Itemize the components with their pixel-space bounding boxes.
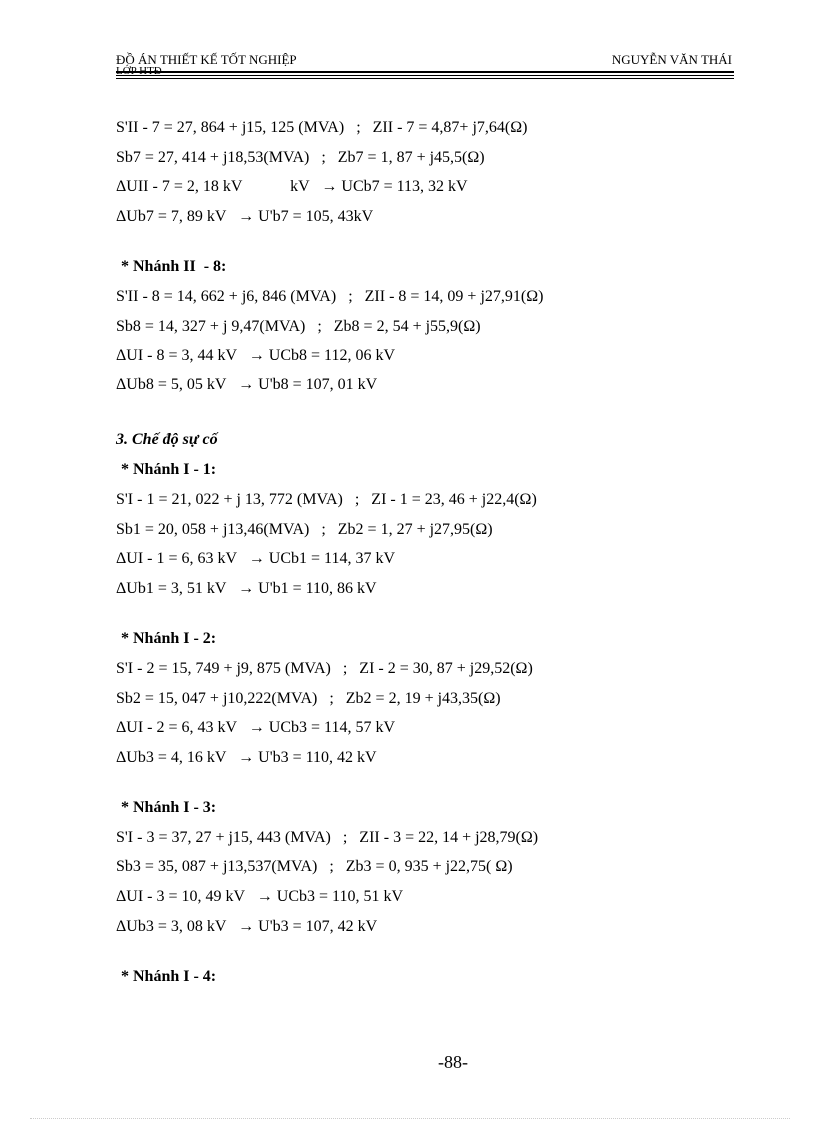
equation-line: ΔUI - 1 = 6, 63 kV → UCb1 = 114, 37 kV xyxy=(116,550,395,567)
equation-line: S'I - 2 = 15, 749 + j9, 875 (MVA) ; ZI - 2 = 30, 87 + j29,52(Ω) xyxy=(116,660,533,677)
equation-line: ΔUb8 = 5, 05 kV → U'b8 = 107, 01 kV xyxy=(116,376,378,393)
header-rule xyxy=(116,78,734,79)
header-rule xyxy=(116,75,734,76)
equation-line: Sb8 = 14, 327 + j 9,47(MVA) ; Zb8 = 2, 54 + j55,9(Ω) xyxy=(116,318,481,335)
branch-heading: * Nhánh II - 8: xyxy=(121,258,227,275)
equation-line: S'I - 3 = 37, 27 + j15, 443 (MVA) ; ZII - 3 = 22, 14 + j28,79(Ω) xyxy=(116,829,539,846)
page-number: -88- xyxy=(438,1052,468,1072)
equation-line: Sb3 = 35, 087 + j13,537(MVA) ; Zb3 = 0, 935 + j22,75( Ω) xyxy=(116,858,513,875)
equation-line: ΔUb3 = 3, 08 kV → U'b3 = 107, 42 kV xyxy=(116,918,378,935)
author-name: NGUYỄN VĂN THÁI xyxy=(611,52,732,67)
equation-line: ΔUI - 8 = 3, 44 kV → UCb8 = 112, 06 kV xyxy=(116,347,395,364)
equation-line: Sb2 = 15, 047 + j10,222(MVA) ; Zb2 = 2, 19 + j43,35(Ω) xyxy=(116,690,501,707)
branch-heading: * Nhánh I - 3: xyxy=(121,799,217,816)
equation-line: ΔUII - 7 = 2, 18 kV kV → UCb7 = 113, 32 kV xyxy=(116,178,468,195)
branch-heading: * Nhánh I - 4: xyxy=(121,968,217,985)
footer-rule xyxy=(30,1118,790,1119)
section-heading: 3. Chế độ sự cố xyxy=(116,431,218,448)
equation-line: S'II - 8 = 14, 662 + j6, 846 (MVA) ; ZII - 8 = 14, 09 + j27,91(Ω) xyxy=(116,288,544,305)
equation-line: S'I - 1 = 21, 022 + j 13, 772 (MVA) ; ZI - 1 = 23, 46 + j22,4(Ω) xyxy=(116,491,537,508)
equation-line: ΔUI - 3 = 10, 49 kV → UCb3 = 110, 51 kV xyxy=(116,888,403,905)
equation-line: Sb1 = 20, 058 + j13,46(MVA) ; Zb2 = 1, 27 + j27,95(Ω) xyxy=(116,521,493,538)
branch-heading: * Nhánh I - 2: xyxy=(121,630,217,647)
document-title: ĐỒ ÁN THIẾT KẾ TỐT NGHIỆP xyxy=(116,52,297,67)
equation-line: ΔUb3 = 4, 16 kV → U'b3 = 110, 42 kV xyxy=(116,749,377,766)
equation-line: Sb7 = 27, 414 + j18,53(MVA) ; Zb7 = 1, 87 + j45,5(Ω) xyxy=(116,149,485,166)
equation-line: ΔUb1 = 3, 51 kV → U'b1 = 110, 86 kV xyxy=(116,580,377,597)
equation-line: S'II - 7 = 27, 864 + j15, 125 (MVA) ; ZII - 7 = 4,87+ j7,64(Ω) xyxy=(116,119,528,136)
class-label: LỚP HTĐ xyxy=(116,65,162,77)
page-header xyxy=(116,52,734,82)
header-rule xyxy=(116,71,734,73)
equation-line: ΔUb7 = 7, 89 kV → U'b7 = 105, 43kV xyxy=(116,208,374,225)
equation-line: ΔUI - 2 = 6, 43 kV → UCb3 = 114, 57 kV xyxy=(116,719,395,736)
branch-heading: * Nhánh I - 1: xyxy=(121,461,217,478)
